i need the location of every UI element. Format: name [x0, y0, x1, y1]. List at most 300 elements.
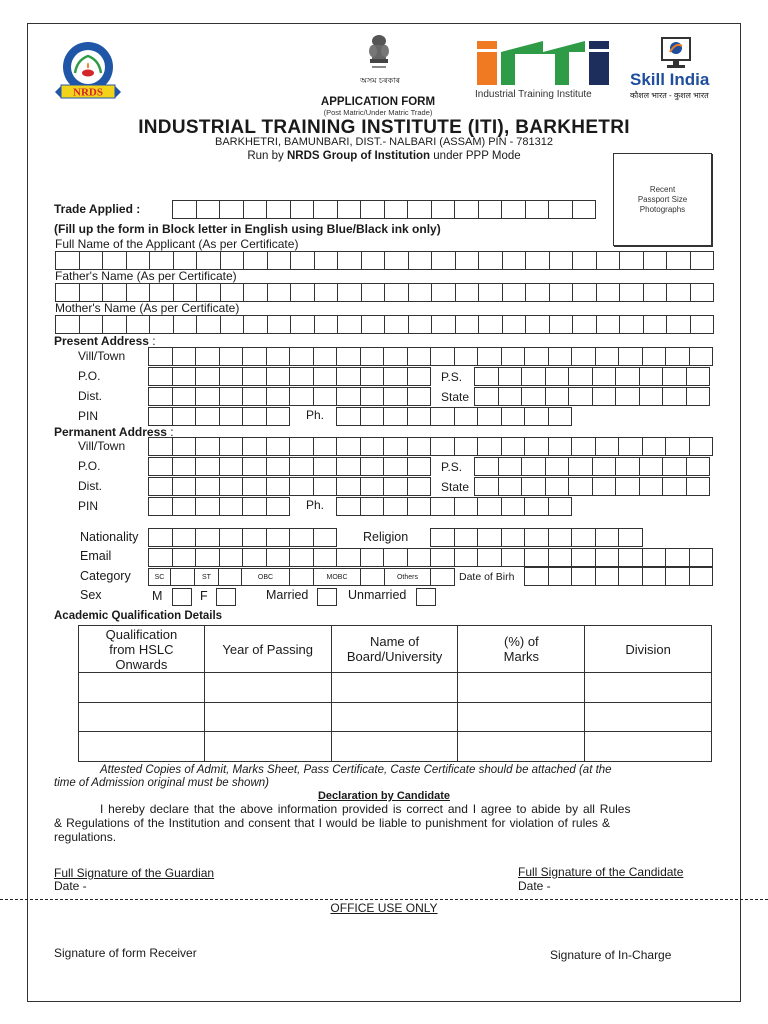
char-box[interactable]	[455, 548, 479, 567]
char-box[interactable]	[361, 200, 385, 219]
char-box[interactable]	[196, 347, 220, 366]
char-box[interactable]	[243, 367, 267, 386]
char-box[interactable]	[267, 200, 291, 219]
char-box[interactable]	[549, 437, 573, 456]
char-box[interactable]	[314, 347, 338, 366]
char-box[interactable]	[431, 347, 455, 366]
char-box[interactable]	[127, 315, 151, 334]
char-box[interactable]	[385, 251, 409, 270]
char-box[interactable]	[691, 251, 715, 270]
char-box[interactable]	[663, 387, 687, 406]
char-box[interactable]	[502, 407, 526, 426]
char-box[interactable]	[503, 315, 527, 334]
char-box[interactable]	[103, 315, 127, 334]
char-box[interactable]	[243, 457, 267, 476]
char-box[interactable]	[572, 567, 596, 586]
permanent-ps-input[interactable]	[474, 457, 710, 476]
char-box[interactable]	[361, 457, 385, 476]
char-box[interactable]	[127, 251, 151, 270]
char-box[interactable]	[499, 367, 523, 386]
char-box[interactable]	[572, 437, 596, 456]
char-box[interactable]	[597, 315, 621, 334]
char-box[interactable]	[315, 315, 339, 334]
char-box[interactable]	[267, 528, 291, 547]
char-box[interactable]	[691, 315, 715, 334]
char-box[interactable]	[244, 251, 268, 270]
char-box[interactable]	[408, 347, 432, 366]
permanent-ph-input[interactable]	[336, 497, 572, 516]
char-box[interactable]	[616, 367, 640, 386]
char-box[interactable]	[593, 457, 617, 476]
char-box[interactable]	[525, 567, 549, 586]
char-box[interactable]	[291, 200, 315, 219]
char-box[interactable]	[384, 548, 408, 567]
char-box[interactable]	[690, 548, 714, 567]
char-box[interactable]	[314, 367, 338, 386]
char-box[interactable]	[620, 251, 644, 270]
char-box[interactable]	[409, 251, 433, 270]
char-box[interactable]	[644, 251, 668, 270]
char-box[interactable]	[431, 528, 455, 547]
table-cell[interactable]	[331, 673, 458, 703]
char-box[interactable]	[666, 567, 690, 586]
char-box[interactable]	[243, 548, 267, 567]
char-box[interactable]	[267, 347, 291, 366]
char-box[interactable]	[243, 347, 267, 366]
passport-photo-box[interactable]	[613, 153, 712, 246]
char-box[interactable]	[408, 477, 432, 496]
present-ph-input[interactable]	[336, 407, 572, 426]
char-box[interactable]	[149, 528, 173, 547]
char-box[interactable]	[525, 528, 549, 547]
char-box[interactable]	[384, 497, 408, 516]
char-box[interactable]	[526, 200, 550, 219]
char-box[interactable]	[361, 548, 385, 567]
char-box[interactable]	[593, 387, 617, 406]
char-box[interactable]	[546, 367, 570, 386]
char-box[interactable]	[362, 315, 386, 334]
char-box[interactable]	[408, 457, 432, 476]
char-box[interactable]	[337, 477, 361, 496]
table-cell[interactable]	[79, 702, 205, 732]
char-box[interactable]	[243, 387, 267, 406]
char-box[interactable]	[384, 367, 408, 386]
char-box[interactable]	[174, 315, 198, 334]
char-box[interactable]	[361, 437, 385, 456]
char-box[interactable]	[499, 387, 523, 406]
char-box[interactable]	[220, 200, 244, 219]
permanent-vill-input[interactable]	[148, 437, 713, 456]
char-box[interactable]	[243, 437, 267, 456]
char-box[interactable]	[362, 251, 386, 270]
permanent-po-input[interactable]	[148, 457, 431, 476]
char-box[interactable]	[409, 315, 433, 334]
char-box[interactable]	[619, 528, 643, 547]
char-box[interactable]	[56, 315, 80, 334]
char-box[interactable]	[127, 283, 151, 302]
char-box[interactable]	[690, 347, 714, 366]
char-box[interactable]	[315, 283, 339, 302]
char-box[interactable]	[196, 387, 220, 406]
char-box[interactable]	[687, 457, 711, 476]
present-dist-input[interactable]	[148, 387, 431, 406]
char-box[interactable]	[499, 457, 523, 476]
char-box[interactable]	[174, 251, 198, 270]
table-cell[interactable]	[204, 732, 331, 762]
char-box[interactable]	[103, 283, 127, 302]
char-box[interactable]	[455, 347, 479, 366]
char-box[interactable]	[596, 347, 620, 366]
char-box[interactable]	[408, 437, 432, 456]
char-box[interactable]	[56, 283, 80, 302]
char-box[interactable]	[384, 437, 408, 456]
char-box[interactable]	[173, 437, 197, 456]
table-cell[interactable]	[458, 732, 585, 762]
char-box[interactable]	[291, 315, 315, 334]
char-box[interactable]	[667, 315, 691, 334]
char-box[interactable]	[220, 457, 244, 476]
present-ps-input[interactable]	[474, 367, 710, 386]
char-box[interactable]	[149, 367, 173, 386]
char-box[interactable]	[267, 457, 291, 476]
category-obc-checkbox[interactable]	[290, 569, 314, 585]
char-box[interactable]	[550, 315, 574, 334]
char-box[interactable]	[620, 283, 644, 302]
char-box[interactable]	[243, 497, 267, 516]
char-box[interactable]	[338, 283, 362, 302]
category-mobc-checkbox[interactable]	[361, 569, 385, 585]
table-cell[interactable]	[585, 702, 712, 732]
char-box[interactable]	[643, 567, 667, 586]
unmarried-checkbox[interactable]	[416, 588, 436, 606]
char-box[interactable]	[314, 200, 338, 219]
char-box[interactable]	[640, 457, 664, 476]
char-box[interactable]	[522, 387, 546, 406]
char-box[interactable]	[432, 251, 456, 270]
char-box[interactable]	[243, 407, 267, 426]
char-box[interactable]	[173, 367, 197, 386]
char-box[interactable]	[338, 200, 362, 219]
char-box[interactable]	[478, 347, 502, 366]
char-box[interactable]	[475, 387, 499, 406]
char-box[interactable]	[361, 367, 385, 386]
char-box[interactable]	[361, 477, 385, 496]
char-box[interactable]	[409, 283, 433, 302]
char-box[interactable]	[478, 497, 502, 516]
char-box[interactable]	[431, 548, 455, 567]
char-box[interactable]	[244, 283, 268, 302]
table-cell[interactable]	[204, 702, 331, 732]
char-box[interactable]	[196, 457, 220, 476]
char-box[interactable]	[522, 367, 546, 386]
char-box[interactable]	[549, 548, 573, 567]
char-box[interactable]	[220, 387, 244, 406]
char-box[interactable]	[478, 437, 502, 456]
char-box[interactable]	[503, 283, 527, 302]
char-box[interactable]	[526, 283, 550, 302]
char-box[interactable]	[687, 387, 711, 406]
char-box[interactable]	[456, 251, 480, 270]
char-box[interactable]	[196, 407, 220, 426]
char-box[interactable]	[431, 437, 455, 456]
char-box[interactable]	[385, 283, 409, 302]
char-box[interactable]	[569, 477, 593, 496]
char-box[interactable]	[666, 347, 690, 366]
char-box[interactable]	[526, 315, 550, 334]
table-cell[interactable]	[585, 673, 712, 703]
permanent-pin-input[interactable]	[148, 497, 290, 516]
char-box[interactable]	[314, 387, 338, 406]
char-box[interactable]	[616, 457, 640, 476]
char-box[interactable]	[687, 477, 711, 496]
char-box[interactable]	[522, 457, 546, 476]
table-cell[interactable]	[585, 732, 712, 762]
char-box[interactable]	[455, 407, 479, 426]
char-box[interactable]	[196, 497, 220, 516]
char-box[interactable]	[221, 283, 245, 302]
mother-name-input[interactable]	[55, 315, 714, 334]
char-box[interactable]	[314, 548, 338, 567]
char-box[interactable]	[479, 200, 503, 219]
char-box[interactable]	[173, 457, 197, 476]
char-box[interactable]	[596, 567, 620, 586]
category-others-checkbox[interactable]	[431, 569, 454, 585]
char-box[interactable]	[502, 437, 526, 456]
char-box[interactable]	[196, 367, 220, 386]
char-box[interactable]	[408, 200, 432, 219]
char-box[interactable]	[522, 477, 546, 496]
char-box[interactable]	[150, 315, 174, 334]
char-box[interactable]	[502, 528, 526, 547]
char-box[interactable]	[173, 407, 197, 426]
char-box[interactable]	[550, 283, 574, 302]
char-box[interactable]	[691, 283, 715, 302]
char-box[interactable]	[149, 457, 173, 476]
char-box[interactable]	[196, 437, 220, 456]
char-box[interactable]	[572, 528, 596, 547]
char-box[interactable]	[643, 347, 667, 366]
char-box[interactable]	[431, 407, 455, 426]
category-st-checkbox[interactable]	[219, 569, 242, 585]
char-box[interactable]	[644, 315, 668, 334]
char-box[interactable]	[455, 528, 479, 547]
char-box[interactable]	[666, 437, 690, 456]
char-box[interactable]	[550, 251, 574, 270]
char-box[interactable]	[499, 477, 523, 496]
char-box[interactable]	[455, 200, 479, 219]
sex-m-checkbox[interactable]	[172, 588, 192, 606]
char-box[interactable]	[596, 528, 620, 547]
char-box[interactable]	[456, 283, 480, 302]
char-box[interactable]	[173, 387, 197, 406]
char-box[interactable]	[220, 367, 244, 386]
char-box[interactable]	[619, 567, 643, 586]
present-pin-input[interactable]	[148, 407, 290, 426]
char-box[interactable]	[569, 457, 593, 476]
char-box[interactable]	[220, 528, 244, 547]
char-box[interactable]	[525, 437, 549, 456]
char-box[interactable]	[593, 367, 617, 386]
char-box[interactable]	[475, 367, 499, 386]
char-box[interactable]	[244, 315, 268, 334]
char-box[interactable]	[455, 497, 479, 516]
char-box[interactable]	[573, 200, 597, 219]
table-cell[interactable]	[331, 702, 458, 732]
char-box[interactable]	[408, 367, 432, 386]
char-box[interactable]	[640, 387, 664, 406]
char-box[interactable]	[197, 315, 221, 334]
char-box[interactable]	[361, 387, 385, 406]
char-box[interactable]	[549, 497, 573, 516]
char-box[interactable]	[173, 200, 197, 219]
char-box[interactable]	[338, 251, 362, 270]
char-box[interactable]	[596, 548, 620, 567]
char-box[interactable]	[643, 548, 667, 567]
char-box[interactable]	[663, 457, 687, 476]
char-box[interactable]	[546, 457, 570, 476]
email-input[interactable]	[148, 548, 713, 567]
char-box[interactable]	[432, 315, 456, 334]
char-box[interactable]	[593, 477, 617, 496]
nationality-input[interactable]	[148, 528, 337, 547]
char-box[interactable]	[384, 457, 408, 476]
char-box[interactable]	[456, 315, 480, 334]
char-box[interactable]	[620, 315, 644, 334]
char-box[interactable]	[149, 497, 173, 516]
char-box[interactable]	[337, 548, 361, 567]
char-box[interactable]	[479, 251, 503, 270]
char-box[interactable]	[149, 347, 173, 366]
char-box[interactable]	[220, 497, 244, 516]
char-box[interactable]	[149, 407, 173, 426]
char-box[interactable]	[616, 387, 640, 406]
char-box[interactable]	[173, 497, 197, 516]
char-box[interactable]	[573, 251, 597, 270]
char-box[interactable]	[56, 251, 80, 270]
char-box[interactable]	[220, 437, 244, 456]
char-box[interactable]	[314, 477, 338, 496]
table-cell[interactable]	[204, 673, 331, 703]
char-box[interactable]	[196, 477, 220, 496]
char-box[interactable]	[385, 200, 409, 219]
married-checkbox[interactable]	[317, 588, 337, 606]
table-cell[interactable]	[331, 732, 458, 762]
char-box[interactable]	[291, 283, 315, 302]
trade-applied-input[interactable]	[172, 200, 596, 219]
char-box[interactable]	[640, 477, 664, 496]
char-box[interactable]	[315, 251, 339, 270]
table-cell[interactable]	[79, 732, 205, 762]
char-box[interactable]	[408, 387, 432, 406]
char-box[interactable]	[546, 387, 570, 406]
char-box[interactable]	[244, 200, 268, 219]
char-box[interactable]	[431, 497, 455, 516]
char-box[interactable]	[663, 367, 687, 386]
char-box[interactable]	[173, 528, 197, 547]
char-box[interactable]	[475, 477, 499, 496]
table-cell[interactable]	[458, 673, 585, 703]
char-box[interactable]	[573, 283, 597, 302]
char-box[interactable]	[290, 528, 314, 547]
char-box[interactable]	[221, 315, 245, 334]
char-box[interactable]	[362, 283, 386, 302]
permanent-dist-input[interactable]	[148, 477, 431, 496]
char-box[interactable]	[267, 477, 291, 496]
char-box[interactable]	[549, 200, 573, 219]
char-box[interactable]	[597, 283, 621, 302]
char-box[interactable]	[572, 548, 596, 567]
char-box[interactable]	[314, 528, 338, 547]
dob-input[interactable]	[524, 567, 713, 586]
char-box[interactable]	[384, 407, 408, 426]
char-box[interactable]	[643, 437, 667, 456]
char-box[interactable]	[268, 251, 292, 270]
char-box[interactable]	[619, 347, 643, 366]
char-box[interactable]	[337, 387, 361, 406]
char-box[interactable]	[220, 477, 244, 496]
char-box[interactable]	[80, 251, 104, 270]
char-box[interactable]	[690, 567, 714, 586]
char-box[interactable]	[268, 315, 292, 334]
present-state-input[interactable]	[474, 387, 710, 406]
char-box[interactable]	[197, 200, 221, 219]
char-box[interactable]	[525, 548, 549, 567]
char-box[interactable]	[549, 407, 573, 426]
char-box[interactable]	[384, 477, 408, 496]
full-name-input[interactable]	[55, 251, 714, 270]
char-box[interactable]	[526, 251, 550, 270]
char-box[interactable]	[569, 387, 593, 406]
char-box[interactable]	[220, 407, 244, 426]
char-box[interactable]	[196, 528, 220, 547]
char-box[interactable]	[197, 251, 221, 270]
char-box[interactable]	[149, 477, 173, 496]
char-box[interactable]	[290, 437, 314, 456]
char-box[interactable]	[267, 367, 291, 386]
char-box[interactable]	[220, 548, 244, 567]
char-box[interactable]	[616, 477, 640, 496]
char-box[interactable]	[408, 497, 432, 516]
char-box[interactable]	[478, 407, 502, 426]
char-box[interactable]	[667, 283, 691, 302]
char-box[interactable]	[549, 567, 573, 586]
char-box[interactable]	[525, 407, 549, 426]
char-box[interactable]	[150, 283, 174, 302]
char-box[interactable]	[361, 347, 385, 366]
char-box[interactable]	[337, 367, 361, 386]
char-box[interactable]	[338, 315, 362, 334]
char-box[interactable]	[384, 347, 408, 366]
char-box[interactable]	[173, 548, 197, 567]
table-cell[interactable]	[79, 673, 205, 703]
char-box[interactable]	[243, 528, 267, 547]
present-po-input[interactable]	[148, 367, 431, 386]
char-box[interactable]	[502, 548, 526, 567]
char-box[interactable]	[597, 251, 621, 270]
sex-f-checkbox[interactable]	[216, 588, 236, 606]
char-box[interactable]	[290, 457, 314, 476]
char-box[interactable]	[408, 407, 432, 426]
char-box[interactable]	[690, 437, 714, 456]
char-box[interactable]	[267, 548, 291, 567]
char-box[interactable]	[478, 548, 502, 567]
char-box[interactable]	[573, 315, 597, 334]
char-box[interactable]	[361, 497, 385, 516]
char-box[interactable]	[174, 283, 198, 302]
char-box[interactable]	[478, 528, 502, 547]
char-box[interactable]	[479, 283, 503, 302]
char-box[interactable]	[103, 251, 127, 270]
